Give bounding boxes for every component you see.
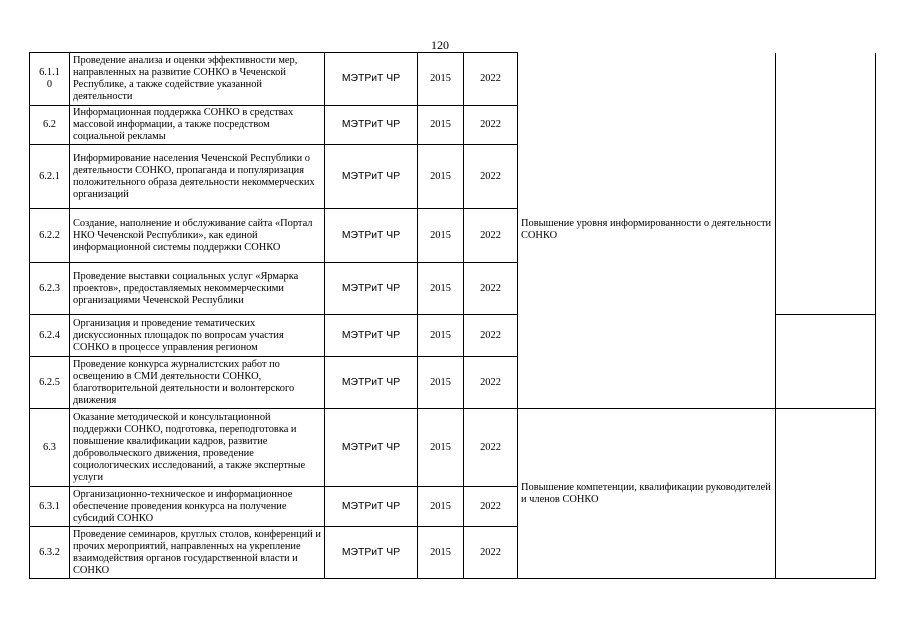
end-year: 2022 <box>464 357 518 409</box>
executor: МЭТРиТ ЧР <box>325 357 418 409</box>
end-year: 2022 <box>464 209 518 263</box>
start-year: 2015 <box>418 527 464 579</box>
activity-name: Организационно-техническое и информационное обеспечение проведения конкурса на получение субсидий СОНКО <box>70 487 325 527</box>
executor: МЭТРиТ ЧР <box>325 527 418 579</box>
start-year: 2015 <box>418 106 464 145</box>
activity-name: Оказание методической и консультационной поддержки СОНКО, подготовка, переподготовка и повышение квалификации кадров, развитие добровольческого движения, проведение социологических исследований, а также экспертные услуги <box>70 409 325 487</box>
activity-name: Проведение конкурса журналистских работ по освещению в СМИ деятельности СОНКО, благотворительной деятельности и волонтерского движения <box>70 357 325 409</box>
start-year: 2015 <box>418 209 464 263</box>
end-year: 2022 <box>464 53 518 106</box>
row-number: 6.2.2 <box>30 209 70 263</box>
row-number: 6.3.2 <box>30 527 70 579</box>
row-number: 6.3.1 <box>30 487 70 527</box>
row-number: 6.2.4 <box>30 315 70 357</box>
start-year: 2015 <box>418 409 464 487</box>
end-year: 2022 <box>464 145 518 209</box>
row-number: 6.2.1 <box>30 145 70 209</box>
executor: МЭТРиТ ЧР <box>325 209 418 263</box>
row-number: 6.2.5 <box>30 357 70 409</box>
activity-name: Проведение выставки социальных услуг «Ярмарка проектов», предоставляемых некоммерческими организациями Чеченской Республики <box>70 263 325 315</box>
program-table <box>29 52 876 579</box>
activity-name: Проведение анализа и оценки эффективности мер, направленных на развитие СОНКО в Чеченской Республике, а также содействие указанной деятельности <box>70 53 325 106</box>
activity-name: Проведение семинаров, круглых столов, конференций и прочих мероприятий, направленных на укрепление взаимодействия органов государственной власти и СОНКО <box>70 527 325 579</box>
start-year: 2015 <box>418 263 464 315</box>
start-year: 2015 <box>418 53 464 106</box>
start-year: 2015 <box>418 315 464 357</box>
row-number: 6.2 <box>30 106 70 145</box>
end-year: 2022 <box>464 315 518 357</box>
expected-result: Повышение уровня информированности о деятельности СОНКО <box>518 53 776 409</box>
row-number: 6.2.3 <box>30 263 70 315</box>
blank-cell <box>776 53 876 315</box>
page-number: 120 <box>431 38 449 52</box>
activity-name: Информационная поддержка СОНКО в средствах массовой информации, а также посредством социальной рекламы <box>70 106 325 145</box>
end-year: 2022 <box>464 487 518 527</box>
blank-cell <box>776 409 876 579</box>
start-year: 2015 <box>418 145 464 209</box>
blank-cell <box>776 315 876 409</box>
start-year: 2015 <box>418 487 464 527</box>
executor: МЭТРиТ ЧР <box>325 145 418 209</box>
executor: МЭТРиТ ЧР <box>325 106 418 145</box>
table-row <box>30 409 876 487</box>
end-year: 2022 <box>464 409 518 487</box>
end-year: 2022 <box>464 263 518 315</box>
executor: МЭТРиТ ЧР <box>325 487 418 527</box>
row-number: 6.1.1 0 <box>30 53 70 106</box>
executor: МЭТРиТ ЧР <box>325 409 418 487</box>
executor: МЭТРиТ ЧР <box>325 263 418 315</box>
activity-name: Организация и проведение тематических дискуссионных площадок по вопросам участия СОНКО в процессе управления регионом <box>70 315 325 357</box>
executor: МЭТРиТ ЧР <box>325 315 418 357</box>
start-year: 2015 <box>418 357 464 409</box>
table-row <box>30 53 876 106</box>
executor: МЭТРиТ ЧР <box>325 53 418 106</box>
activity-name: Создание, наполнение и обслуживание сайта «Портал НКО Чеченской Республики», как единой информационной системы поддержки СОНКО <box>70 209 325 263</box>
end-year: 2022 <box>464 527 518 579</box>
expected-result: Повышение компетенции, квалификации руководителей и членов СОНКО <box>518 409 776 579</box>
activity-name: Информирование населения Чеченской Республики о деятельности СОНКО, пропаганда и популяризация положительного образа деятельности некоммерческих организаций <box>70 145 325 209</box>
row-number: 6.3 <box>30 409 70 487</box>
end-year: 2022 <box>464 106 518 145</box>
